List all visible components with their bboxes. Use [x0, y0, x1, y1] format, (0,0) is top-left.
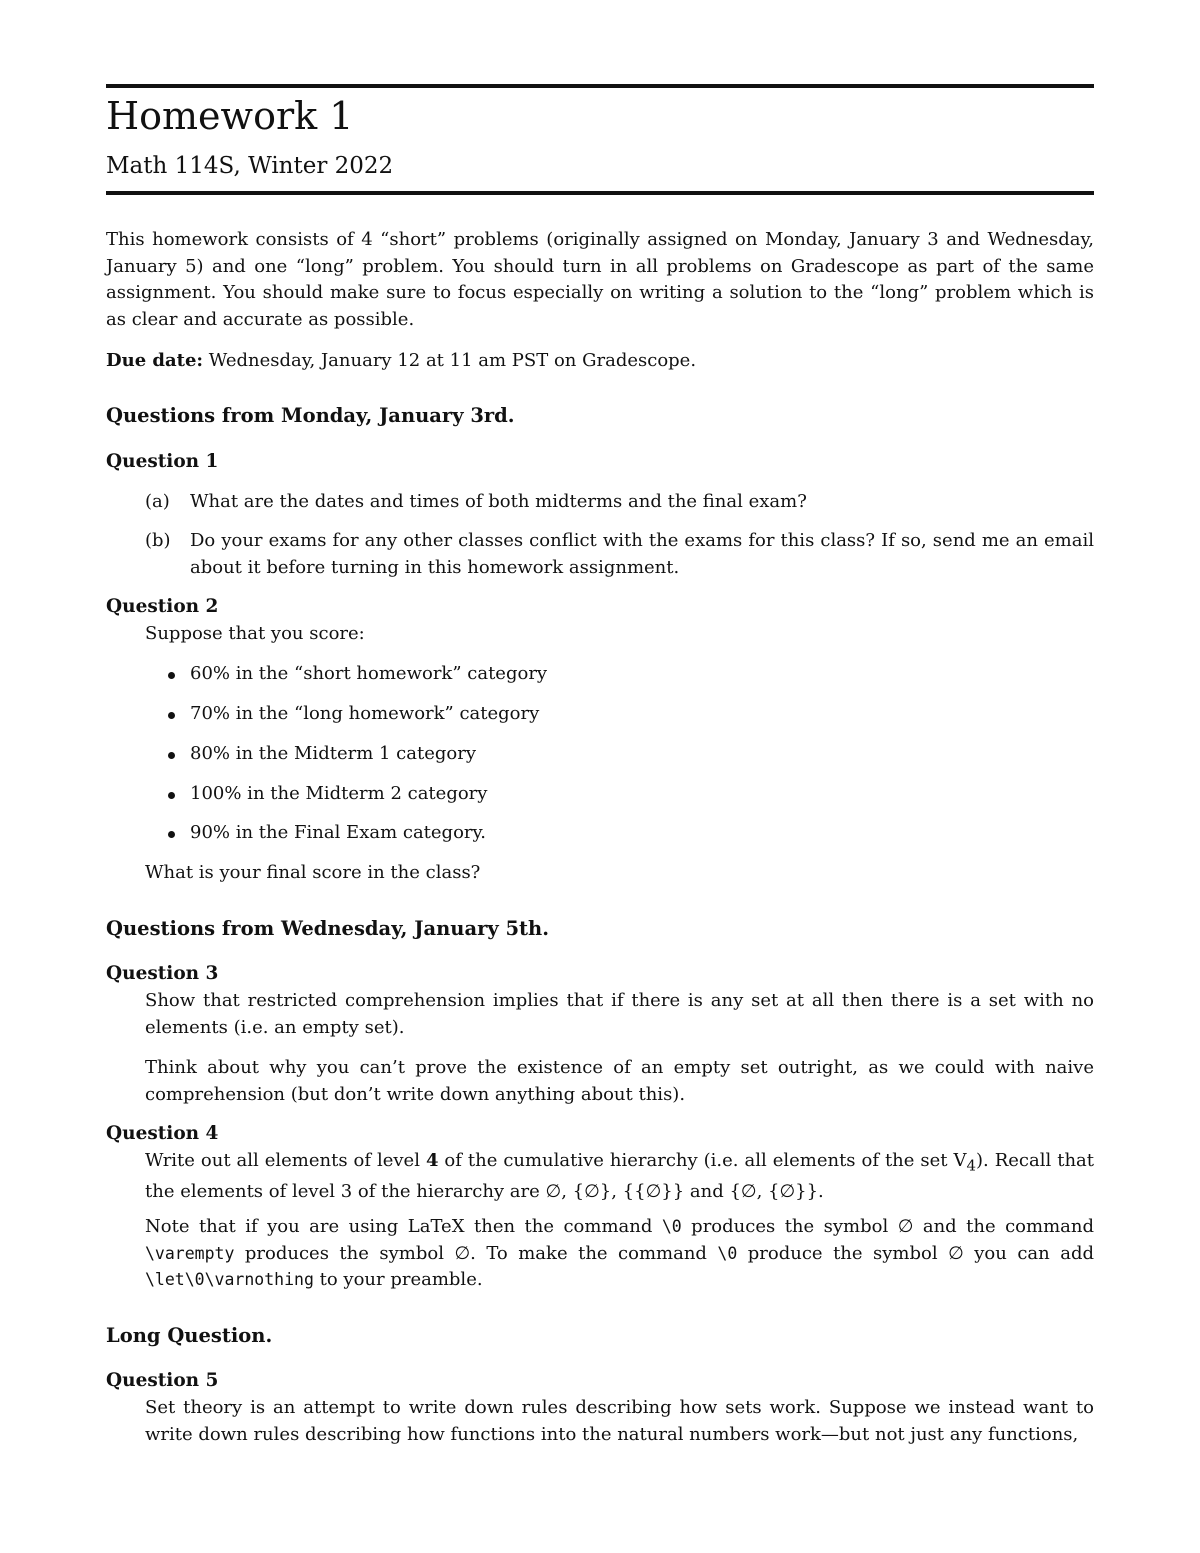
intro-paragraph: This homework consists of 4 “short” problems (originally assigned on Monday, January 3 and Wednesday, January 5) and one “long” problem. You should turn in all problems on Gradescope as part of the same assignment. You should make sure to focus especially on writing a solution to the “long” problem which is as clear and accurate as possible.: [106, 229, 1094, 330]
item-label: (b): [145, 530, 171, 551]
question-3-heading: Question 3: [106, 963, 219, 984]
due-date-label: Due date:: [106, 350, 204, 371]
text-run: produces the symbol ∅. To make the command: [234, 1242, 718, 1264]
text-run: produces the symbol ∅ and the command: [681, 1216, 1095, 1237]
question-5-heading: Question 5: [106, 1370, 219, 1391]
item-text: What are the dates and times of both midterms and the final exam?: [190, 491, 807, 512]
section-heading-long-question: Long Question.: [106, 1324, 273, 1347]
text-run: to your preamble.: [313, 1269, 483, 1291]
question-4-paragraph-1: [145, 1148, 1094, 1206]
document-title: Homework 1: [106, 94, 354, 138]
top-rule: [106, 84, 1094, 88]
score-bullet: [168, 701, 1094, 727]
score-bullet: [168, 741, 1094, 767]
bullet-text: 70% in the “long homework” category: [190, 703, 540, 724]
question-5-paragraph-1: Set theory is an attempt to write down rules describing how sets work. Suppose we instead want to write down rules describing how functions into the natural numbers work—but not just any functions,: [145, 1397, 1094, 1445]
due-date-text: Wednesday, January 12 at 11 am PST on Gradescope.: [203, 350, 697, 371]
bullet-icon: [168, 792, 175, 799]
section-heading-wednesday: Questions from Wednesday, January 5th.: [106, 917, 550, 940]
bullet-text: 100% in the Midterm 2 category: [190, 783, 488, 804]
text-run: produce the symbol ∅ you can add: [737, 1242, 1094, 1264]
score-bullet: [168, 820, 1094, 846]
question-2-heading: Question 2: [106, 596, 219, 617]
question-3-paragraph-2: Think about why you can’t prove the existence of an empty set outright, as we could with naive comprehension (but don’t write down anything about this).: [145, 1057, 1094, 1105]
question-4-heading: Question 4: [106, 1123, 219, 1144]
text-run: Note that if you are using LaTeX then the command: [145, 1216, 662, 1237]
bullet-icon: [168, 831, 175, 838]
bullet-text: 80% in the Midterm 1 category: [190, 743, 476, 764]
latex-command: \varempty: [145, 1243, 235, 1263]
bullet-icon: [168, 752, 175, 759]
document-subtitle: Math 114S, Winter 2022: [106, 153, 394, 179]
text-run: ). Recall that the elements of level 3 of the hierarchy are ∅, {∅}, {{∅}} and {∅, {∅}}.: [145, 1150, 1094, 1203]
question-1-item-b: [145, 528, 1094, 581]
section-heading-monday: Questions from Monday, January 3rd.: [106, 404, 515, 427]
bullet-icon: [168, 672, 175, 679]
question-4-paragraph-2: [145, 1214, 1094, 1294]
level-number: 4: [425, 1150, 439, 1171]
score-bullet: [168, 661, 1094, 687]
question-2-intro: Suppose that you score:: [145, 623, 365, 644]
bullet-icon: [168, 712, 175, 719]
subscript: 4: [966, 1156, 977, 1175]
latex-command: \let\0\varnothing: [145, 1270, 314, 1290]
score-bullet: [168, 781, 1094, 807]
text-run: Write out all elements of level: [145, 1150, 426, 1171]
question-3-paragraph-1: Show that restricted comprehension implies that if there is any set at all then there is a set with no elements (i.e. an empty set).: [145, 990, 1094, 1038]
item-text: Do your exams for any other classes conflict with the exams for this class? If so, send me an email about it before turning in this homework assignment.: [190, 530, 1094, 578]
bottom-rule: [106, 191, 1094, 195]
question-1-heading: Question 1: [106, 451, 219, 472]
item-label: (a): [145, 491, 170, 512]
due-date-line: [106, 348, 1094, 375]
question-2-outro: What is your final score in the class?: [145, 862, 481, 883]
question-1-item-a: [145, 489, 1094, 516]
bullet-text: 60% in the “short homework” category: [190, 663, 548, 684]
text-run: of the cumulative hierarchy (i.e. all elements of the set V: [438, 1150, 967, 1171]
bullet-text: 90% in the Final Exam category.: [190, 822, 487, 843]
latex-command: \0: [661, 1217, 682, 1236]
latex-command: \0: [717, 1243, 738, 1263]
